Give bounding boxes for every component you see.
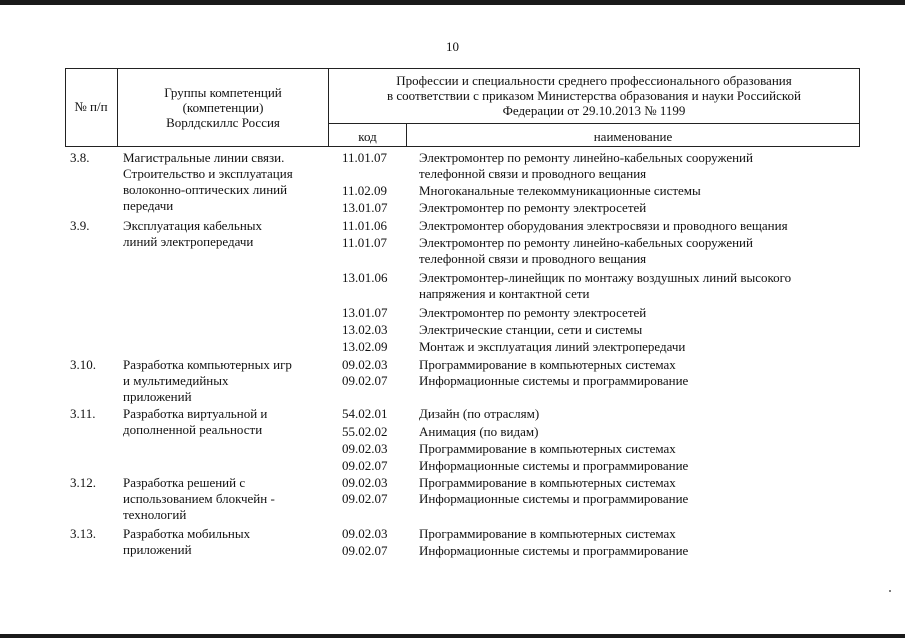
entry-code: 13.02.03 bbox=[342, 322, 388, 337]
entry-name: Информационные системы и программирование bbox=[419, 458, 689, 473]
entry-name: Многоканальные телекоммуникационные системы bbox=[419, 183, 701, 198]
entry-name: Информационные системы и программирование bbox=[419, 543, 689, 558]
header-group-col bbox=[118, 85, 328, 130]
header-num-col: № п/п bbox=[74, 99, 108, 114]
entry-code: 11.02.09 bbox=[342, 183, 388, 198]
name-line: телефонной связи и проводного вещания bbox=[419, 251, 647, 266]
row-group bbox=[123, 406, 267, 438]
group-line: приложений bbox=[123, 542, 192, 557]
group-line: Разработка решений с bbox=[123, 475, 246, 490]
entry-name bbox=[419, 235, 753, 267]
scan-bottom-edge bbox=[0, 634, 905, 638]
entry-code: 09.02.07 bbox=[342, 543, 388, 558]
entry-name: Программирование в компьютерных системах bbox=[419, 526, 676, 541]
entry-name bbox=[419, 270, 791, 302]
entry-code: 09.02.03 bbox=[342, 357, 388, 372]
group-line: передачи bbox=[123, 198, 174, 213]
group-line: и мультимедийных bbox=[123, 373, 229, 388]
entry-code: 11.01.07 bbox=[342, 235, 388, 250]
entry-name: Программирование в компьютерных системах bbox=[419, 475, 676, 490]
entry-code: 09.02.07 bbox=[342, 373, 388, 388]
header-code-sub: код bbox=[358, 129, 377, 144]
group-line: Разработка компьютерных игр bbox=[123, 357, 292, 372]
header-prof-line: в соответствии с приказом Министерства образования и науки Российской bbox=[387, 88, 801, 103]
row-number: 3.11. bbox=[70, 406, 96, 421]
entry-code: 13.02.09 bbox=[342, 339, 388, 354]
row-group bbox=[123, 475, 275, 523]
group-line: Магистральные линии связи. bbox=[123, 150, 285, 165]
row-group bbox=[123, 526, 250, 558]
entry-code: 11.01.07 bbox=[342, 150, 388, 165]
group-line: дополненной реальности bbox=[123, 422, 263, 437]
entry-code: 09.02.03 bbox=[342, 475, 388, 490]
group-line: Разработка мобильных bbox=[123, 526, 251, 541]
row-number: 3.12. bbox=[70, 475, 96, 490]
name-line: напряжения и контактной сети bbox=[419, 286, 590, 301]
entry-code: 13.01.07 bbox=[342, 200, 388, 215]
entry-name: Дизайн (по отраслям) bbox=[419, 406, 540, 421]
row-group bbox=[123, 357, 292, 405]
entry-name: Монтаж и эксплуатация линий электропередачи bbox=[419, 339, 686, 354]
group-line: приложений bbox=[123, 389, 192, 404]
name-line: телефонной связи и проводного вещания bbox=[419, 166, 647, 181]
group-line: линий электропередачи bbox=[123, 234, 254, 249]
entry-name: Электромонтер оборудования электросвязи и проводного вещания bbox=[419, 218, 788, 233]
entry-code: 09.02.07 bbox=[342, 491, 388, 506]
entry-code: 09.02.03 bbox=[342, 526, 388, 541]
page-number: 10 bbox=[446, 39, 459, 54]
entry-name: Электрические станции, сети и системы bbox=[419, 322, 643, 337]
header-prof-line: Федерации от 29.10.2013 № 1199 bbox=[502, 103, 686, 118]
entry-name: Информационные системы и программирование bbox=[419, 491, 689, 506]
row-number: 3.9. bbox=[70, 218, 90, 233]
header-group-line: Группы компетенций bbox=[164, 85, 282, 100]
header-prof-col bbox=[329, 73, 859, 118]
scan-top-edge bbox=[0, 0, 905, 5]
entry-code: 54.02.01 bbox=[342, 406, 388, 421]
entry-name: Информационные системы и программирование bbox=[419, 373, 689, 388]
group-line: технологий bbox=[123, 507, 187, 522]
entry-code: 55.02.02 bbox=[342, 424, 388, 439]
row-number: 3.8. bbox=[70, 150, 90, 165]
row-group bbox=[123, 150, 293, 214]
header-name-sub: наименование bbox=[593, 129, 673, 144]
entry-name: Электромонтер по ремонту электросетей bbox=[419, 305, 647, 320]
entry-code: 11.01.06 bbox=[342, 218, 388, 233]
row-number: 3.10. bbox=[70, 357, 96, 372]
entry-name: Анимация (по видам) bbox=[419, 424, 539, 439]
entry-code: 13.01.07 bbox=[342, 305, 388, 320]
group-line: волоконно-оптических линий bbox=[123, 182, 288, 197]
scan-speck bbox=[889, 590, 891, 592]
entry-code: 09.02.07 bbox=[342, 458, 388, 473]
entry-code: 09.02.03 bbox=[342, 441, 388, 456]
header-group-line: (компетенции) bbox=[182, 100, 264, 115]
name-line: Электромонтер по ремонту линейно-кабельных сооружений bbox=[419, 235, 753, 250]
header-group-line: Ворлдскиллс Россия bbox=[166, 115, 280, 130]
group-line: использованием блокчейн - bbox=[123, 491, 275, 506]
entry-code: 13.01.06 bbox=[342, 270, 388, 285]
group-line: Разработка виртуальной и bbox=[123, 406, 268, 421]
group-line: Эксплуатация кабельных bbox=[123, 218, 263, 233]
entry-name: Программирование в компьютерных системах bbox=[419, 441, 676, 456]
name-line: Электромонтер-линейщик по монтажу воздушных линий высокого bbox=[419, 270, 792, 285]
row-group bbox=[123, 218, 262, 250]
name-line: Электромонтер по ремонту линейно-кабельных сооружений bbox=[419, 150, 753, 165]
row-number: 3.13. bbox=[70, 526, 96, 541]
header-prof-line: Профессии и специальности среднего профессионального образования bbox=[396, 73, 792, 88]
entry-name bbox=[419, 150, 753, 182]
group-line: Строительство и эксплуатация bbox=[123, 166, 293, 181]
entry-name: Программирование в компьютерных системах bbox=[419, 357, 676, 372]
entry-name: Электромонтер по ремонту электросетей bbox=[419, 200, 647, 215]
table-header bbox=[65, 68, 860, 147]
